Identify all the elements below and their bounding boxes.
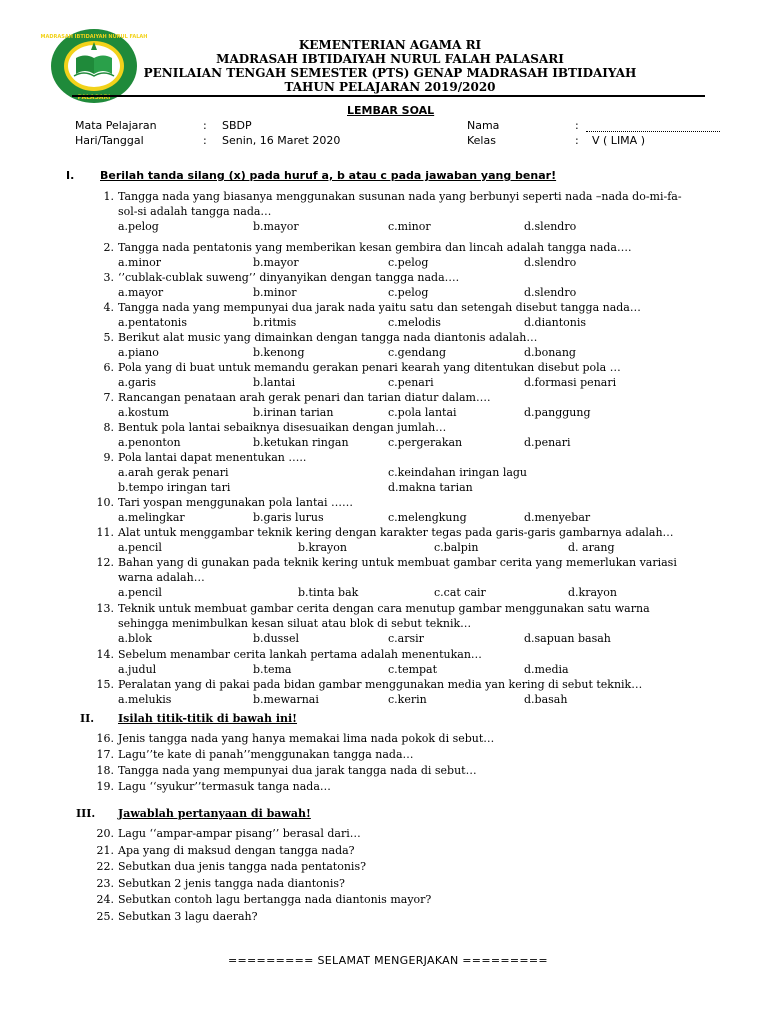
header-divider: [72, 95, 705, 97]
question-number: 5.: [103, 331, 114, 344]
answer-option-a[interactable]: a.blok: [118, 632, 152, 645]
answer-option-c[interactable]: c.melengkung: [388, 511, 467, 524]
answer-option-c[interactable]: c.kerin: [388, 693, 427, 706]
question-text: Tangga nada pentatonis yang memberikan kesan gembira dan lincah adalah tangga nada….: [118, 241, 632, 254]
question-number: 20.: [96, 827, 114, 840]
footer-message: ========= SELAMAT MENGERJAKAN =========: [228, 954, 548, 967]
section-1-title: Berilah tanda silang (x) pada huruf a, b atau c pada jawaban yang benar!: [100, 169, 557, 182]
question-number: 9.: [103, 451, 114, 464]
answer-option-a[interactable]: a.minor: [118, 256, 161, 269]
day-colon: :: [203, 134, 207, 147]
answer-option-d[interactable]: d.panggung: [524, 406, 591, 419]
question-number: 11.: [96, 526, 114, 539]
question-number: 16.: [96, 732, 114, 745]
question-number: 12.: [96, 556, 114, 569]
answer-option-d[interactable]: d.slendro: [524, 220, 577, 233]
answer-option-d[interactable]: d. arang: [568, 541, 615, 554]
question-text: Sebutkan 3 lagu daerah?: [118, 909, 258, 923]
answer-option-b[interactable]: b.ketukan ringan: [253, 436, 349, 449]
answer-option-c[interactable]: c.minor: [388, 220, 431, 233]
answer-option-a[interactable]: a.judul: [118, 663, 157, 676]
name-colon: :: [575, 119, 579, 132]
question-number: 15.: [96, 678, 114, 691]
answer-option-c[interactable]: c.arsir: [388, 632, 424, 645]
answer-option-b[interactable]: b.mewarnai: [253, 693, 319, 706]
answer-option-b[interactable]: b.krayon: [298, 541, 347, 554]
question-text-continued: sol-si adalah tangga nada…: [118, 205, 272, 218]
question-text: Sebutkan contoh lagu bertangga nada diantonis mayor?: [118, 893, 432, 906]
question-text: Bentuk pola lantai sebaiknya disesuaikan dengan jumlah…: [118, 421, 447, 434]
answer-option-c[interactable]: c.cat cair: [434, 586, 486, 599]
question-text: Sebelum menambar cerita lankah pertama adalah menentukan…: [118, 648, 482, 661]
question-number: 23.: [96, 876, 114, 890]
question-text: Rancangan penataan arah gerak penari dan tarian diatur dalam….: [118, 391, 491, 404]
answer-option-b[interactable]: b.ritmis: [253, 316, 297, 329]
section-3-title: Jawablah pertanyaan di bawah!: [118, 807, 311, 820]
answer-option-a[interactable]: a.penonton: [118, 436, 181, 449]
answer-option-b[interactable]: b.irinan tarian: [253, 406, 334, 419]
answer-option-d[interactable]: d.sapuan basah: [524, 632, 611, 645]
answer-option-a[interactable]: a.kostum: [118, 406, 169, 419]
question-number: 7.: [103, 391, 114, 404]
header-year: TAHUN PELAJARAN 2019/2020: [284, 80, 496, 94]
svg-text:PALASARI: PALASARI: [77, 94, 111, 101]
question-number: 6.: [103, 361, 114, 374]
answer-option-c[interactable]: c.melodis: [388, 316, 441, 329]
section-2-number: II.: [80, 712, 95, 725]
answer-option-b[interactable]: b.dussel: [253, 632, 299, 645]
question-text: Sebutkan 2 jenis tangga nada diantonis?: [118, 876, 345, 890]
question-number: 21.: [96, 843, 114, 857]
section-2-title: Isilah titik-titik di bawah ini!: [118, 712, 298, 725]
answer-option-a[interactable]: a.melukis: [118, 693, 172, 706]
answer-option-b[interactable]: b.lantai: [253, 376, 296, 389]
madrasah-logo: [40, 28, 148, 104]
day-value: Senin, 16 Maret 2020: [222, 134, 341, 147]
name-label: Nama: [467, 119, 500, 132]
answer-option-c[interactable]: c.pelog: [388, 286, 429, 299]
answer-option-c[interactable]: c.gendang: [388, 346, 447, 359]
question-text: Sebutkan dua jenis tangga nada pentatonis?: [118, 860, 366, 873]
question-text: Berikut alat music yang dimainkan dengan tangga nada diantonis adalah…: [118, 331, 538, 344]
header-school: MADRASAH IBTIDAIYAH NURUL FALAH PALASARI: [216, 52, 564, 66]
answer-option-d[interactable]: d.slendro: [524, 256, 577, 269]
answer-option-c[interactable]: c.penari: [388, 376, 434, 389]
answer-option-b[interactable]: b.garis lurus: [253, 511, 324, 524]
answer-option-d[interactable]: d.formasi penari: [524, 376, 617, 389]
sheet-title: LEMBAR SOAL: [347, 104, 435, 117]
answer-option-d[interactable]: d.media: [524, 663, 569, 676]
answer-option-b[interactable]: b.mayor: [253, 220, 299, 233]
class-colon: :: [575, 134, 579, 147]
svg-text:MADRASAH IBTIDAIYAH NURUL FALA: MADRASAH IBTIDAIYAH NURUL FALAH: [40, 34, 148, 40]
answer-option-b[interactable]: b.mayor: [253, 256, 299, 269]
answer-option-b[interactable]: b.minor: [253, 286, 297, 299]
question-text: Tari yospan menggunakan pola lantai ……: [118, 496, 354, 509]
question-text: Peralatan yang di pakai pada bidan gambar menggunakan media yan kering di sebut teknik…: [118, 678, 643, 691]
header-ministry: KEMENTERIAN AGAMA RI: [298, 38, 482, 52]
name-field[interactable]: [586, 119, 720, 132]
question-text: Tangga nada yang biasanya menggunakan susunan nada yang berbunyi seperti nada –nada do-mi-fa-: [118, 190, 682, 203]
answer-option-c[interactable]: c.pelog: [388, 256, 429, 269]
answer-option-c[interactable]: c.pergerakan: [388, 436, 463, 449]
question-text: Pola yang di buat untuk memandu gerakan penari kearah yang ditentukan disebut pola …: [118, 361, 621, 374]
answer-option-c[interactable]: c.keindahan iringan lagu: [388, 466, 528, 479]
question-number: 13.: [96, 602, 114, 615]
answer-option-d[interactable]: d.menyebar: [524, 511, 591, 524]
answer-option-b[interactable]: b.tempo iringan tari: [118, 481, 231, 494]
class-value: V ( LIMA ): [592, 134, 645, 147]
question-number: 10.: [96, 496, 114, 509]
question-number: 19.: [96, 780, 114, 793]
answer-option-a[interactable]: a.piano: [118, 346, 159, 359]
class-label: Kelas: [467, 134, 496, 147]
question-text: Pola lantai dapat menentukan …..: [118, 451, 307, 464]
question-text-continued: sehingga menimbulkan kesan siluat atau blok di sebut teknik…: [118, 617, 472, 630]
answer-option-d[interactable]: d.bonang: [524, 346, 576, 359]
question-text: Jenis tangga nada yang hanya memakai lima nada pokok di sebut…: [118, 732, 495, 745]
book-icon: [74, 56, 114, 77]
question-number: 25.: [96, 909, 114, 923]
answer-option-a[interactable]: a.mayor: [118, 286, 164, 299]
answer-option-a[interactable]: a.pentatonis: [118, 316, 187, 329]
question-number: 24.: [96, 893, 114, 906]
answer-option-a[interactable]: a.arah gerak penari: [118, 466, 229, 479]
answer-option-b[interactable]: b.kenong: [253, 346, 305, 359]
question-text: Apa yang di maksud dengan tangga nada?: [118, 843, 355, 857]
subject-label: Mata Pelajaran: [75, 119, 157, 132]
question-text: Lagu ‘‘syukur’’termasuk tanga nada…: [118, 780, 331, 793]
question-number: 17.: [96, 748, 114, 761]
question-text: Teknik untuk membuat gambar cerita dengan cara menutup gambar menggunakan satu warna: [118, 602, 650, 615]
question-number: 14.: [96, 648, 114, 661]
subject-colon: :: [203, 119, 207, 132]
section-1-number: I.: [66, 169, 75, 182]
question-text: Bahan yang di gunakan pada teknik kering untuk membuat gambar cerita yang memerlukan variasi: [118, 556, 677, 569]
question-text: Tangga nada yang mempunyai dua jarak tangga nada di sebut…: [118, 764, 477, 777]
answer-option-a[interactable]: a.pelog: [118, 220, 159, 233]
answer-option-d[interactable]: d.basah: [524, 693, 568, 706]
answer-option-c[interactable]: c.tempat: [388, 663, 438, 676]
answer-option-d[interactable]: d.slendro: [524, 286, 577, 299]
answer-option-b[interactable]: b.tinta bak: [298, 586, 359, 599]
question-text: Alat untuk menggambar teknik kering dengan karakter tegas pada garis-garis gambarnya adalah…: [118, 526, 674, 539]
answer-option-a[interactable]: a.garis: [118, 376, 157, 389]
header-exam: PENILAIAN TENGAH SEMESTER (PTS) GENAP MADRASAH IBTIDAIYAH: [143, 66, 637, 80]
answer-option-a[interactable]: a.pencil: [118, 541, 162, 554]
question-number: 3.: [103, 271, 114, 284]
question-text: Lagu ‘‘ampar-ampar pisang’’ berasal dari…: [118, 827, 361, 840]
question-text: ‘’cublak-cublak suweng’’ dinyanyikan dengan tangga nada….: [118, 271, 460, 284]
question-number: 2.: [103, 241, 114, 254]
answer-option-c[interactable]: c.balpin: [434, 541, 479, 554]
question-number: 1.: [103, 190, 114, 203]
question-number: 4.: [103, 301, 114, 314]
day-label: Hari/Tanggal: [75, 134, 144, 147]
question-text: Lagu’’te kate di panah’’menggunakan tangga nada…: [118, 748, 414, 761]
question-number: 18.: [96, 764, 114, 777]
answer-option-d[interactable]: d.diantonis: [524, 316, 587, 329]
answer-option-d[interactable]: d.penari: [524, 436, 571, 449]
question-text-continued: warna adalah…: [118, 571, 205, 584]
section-3-number: III.: [76, 807, 96, 820]
answer-option-a[interactable]: a.pencil: [118, 586, 162, 599]
question-text: Tangga nada yang mempunyai dua jarak nada yaitu satu dan setengah disebut tangga nada…: [118, 301, 641, 314]
answer-option-a[interactable]: a.melingkar: [118, 511, 185, 524]
answer-option-b[interactable]: b.tema: [253, 663, 292, 676]
answer-option-d[interactable]: d.krayon: [568, 586, 617, 599]
question-number: 8.: [103, 421, 114, 434]
question-number: 22.: [96, 860, 114, 873]
answer-option-d[interactable]: d.makna tarian: [388, 481, 473, 494]
subject-value: SBDP: [222, 119, 252, 132]
answer-option-c[interactable]: c.pola lantai: [388, 406, 457, 419]
